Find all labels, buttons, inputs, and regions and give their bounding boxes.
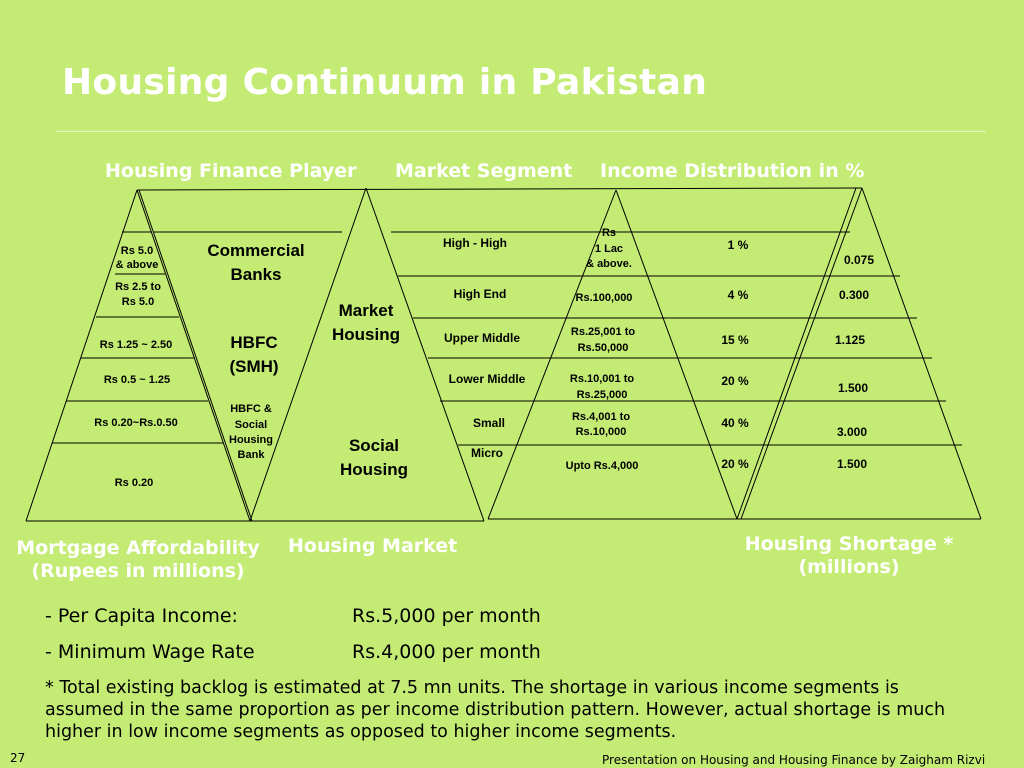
header-finance-player: Housing Finance Player [105, 160, 357, 182]
player-hbfc: HBFC [230, 333, 278, 352]
caption-line: Housing Shortage * [744, 533, 954, 555]
income-range-label: Rs.100,000 [575, 292, 633, 304]
segment-label: High - High [443, 236, 507, 250]
mortgage-affordability-caption [10, 537, 266, 583]
player-hbfc: (SMH) [229, 357, 279, 376]
income-range-label: Upto Rs.4,000 [565, 460, 639, 472]
shortage-value: 1.500 [836, 457, 868, 471]
shortage-value: 0.075 [843, 253, 875, 267]
income-range-label: Rs.10,000 [575, 426, 627, 438]
market-housing-label: Housing [332, 325, 400, 344]
left-pyramid-edge [139, 190, 252, 521]
income-range-label: Rs.10,001 to [569, 373, 635, 385]
income-range-label: Rs.25,000 [576, 389, 628, 401]
min-wage-label: - Minimum Wage Rate [45, 641, 255, 663]
page-title: Housing Continuum in Pakistan [62, 62, 708, 103]
distribution-value: 15 % [721, 333, 749, 347]
affordability-label: Rs 0.20 [114, 477, 154, 489]
per-capita-value: Rs.5,000 per month [352, 605, 541, 627]
segment-label: High End [453, 287, 507, 301]
distribution-value: 1 % [727, 238, 749, 252]
affordability-label: Rs 2.5 to [115, 281, 161, 293]
income-range-label: & above. [586, 258, 632, 270]
affordability-label: Rs 5.0 [121, 296, 155, 308]
segment-label: Small [472, 416, 506, 430]
player-commercial-banks: Banks [230, 265, 282, 284]
header-income-distribution: Income Distribution in % [600, 160, 865, 182]
income-range-label: Rs.50,000 [577, 342, 629, 354]
shortage-value: 3.000 [836, 425, 868, 439]
backlog-note: * Total existing backlog is estimated at 7.5 mn units. The shortage in various income segments is assumed in the same proportion as per income distribution pattern. However, actual shortage is much higher in low income segments as opposed to higher income segments. [45, 678, 946, 742]
affordability-label: Rs 0.20~Rs.0.50 [94, 417, 178, 429]
player-social-housing-bank: Housing [229, 434, 273, 446]
affordability-label: Rs 5.0 [120, 245, 154, 257]
header-market-segment: Market Segment [395, 160, 573, 182]
top-line [137, 188, 862, 190]
social-housing-label: Housing [340, 460, 408, 479]
player-commercial-banks: Commercial [207, 241, 305, 260]
housing-shortage-caption [728, 533, 970, 579]
left-pyramid-edge [137, 190, 250, 521]
shortage-value: 1.500 [837, 381, 869, 395]
left-pyramid-edge [26, 190, 137, 521]
distribution-value: 20 % [721, 457, 749, 471]
income-range-label: 1 Lac [594, 243, 624, 255]
per-capita-label: - Per Capita Income: [45, 605, 238, 627]
caption-line: (Rupees in millions) [31, 560, 245, 582]
player-social-housing-bank: Bank [237, 449, 265, 461]
player-social-housing-bank: Social [234, 419, 268, 431]
shortage-value: 0.300 [838, 288, 870, 302]
segment-label: Lower Middle [448, 372, 526, 386]
caption-line: (millions) [798, 556, 900, 578]
right-pyramid-edge [862, 188, 981, 519]
caption-line: Mortgage Affordability [16, 537, 260, 559]
min-wage-value: Rs.4,000 per month [352, 641, 541, 663]
presentation-credit: Presentation on Housing and Housing Finance by Zaigham Rizvi [602, 753, 986, 767]
income-range-label: Rs.25,001 to [570, 326, 636, 338]
segment-label: Upper Middle [443, 331, 521, 345]
income-range-label: Rs.4,001 to [571, 411, 631, 423]
social-housing-label: Social [348, 436, 400, 455]
affordability-label: Rs 0.5 ~ 1.25 [103, 374, 171, 386]
page-number: 27 [10, 751, 26, 765]
market-housing-label: Market [338, 301, 394, 320]
segment-label: Micro [470, 446, 504, 460]
distribution-value: 20 % [721, 374, 749, 388]
shortage-value: 1.125 [834, 333, 866, 347]
affordability-label: Rs 1.25 ~ 2.50 [99, 339, 173, 351]
housing-market-caption: Housing Market [288, 535, 458, 557]
distribution-value: 40 % [721, 416, 749, 430]
player-social-housing-bank: HBFC & [230, 403, 272, 415]
affordability-label: & above [115, 259, 159, 271]
income-range-label: Rs [601, 227, 617, 239]
distribution-value: 4 % [727, 288, 749, 302]
